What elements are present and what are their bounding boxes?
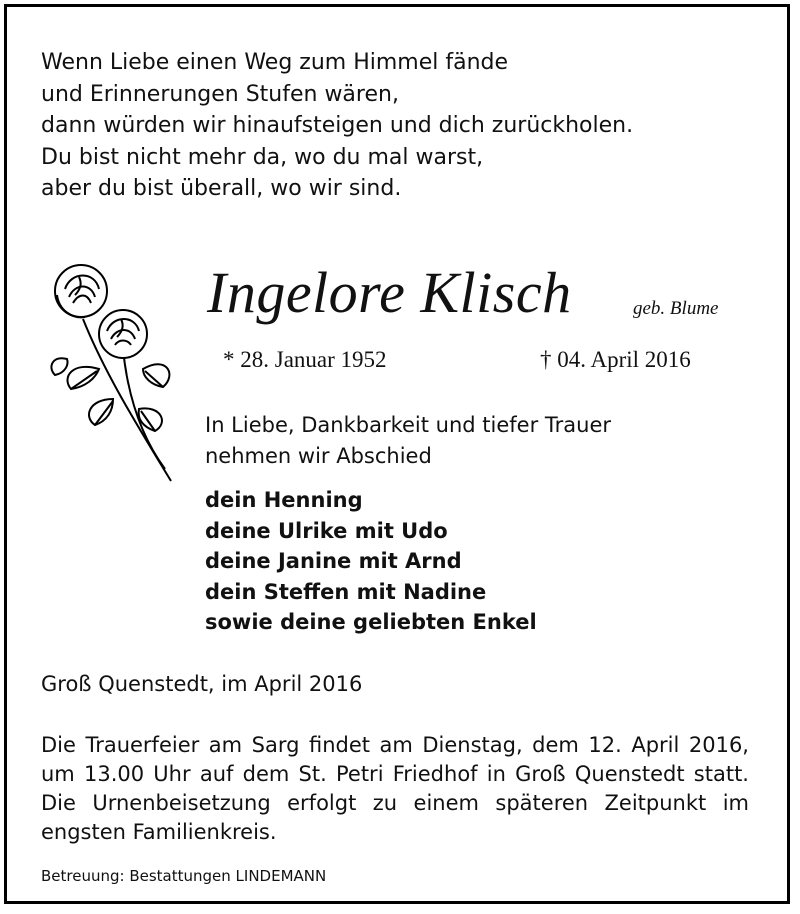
- family-member: dein Steffen mit Nadine: [205, 579, 487, 604]
- intro-line: In Liebe, Dankbarkeit und tiefer Trauer: [205, 413, 611, 437]
- intro-text: [205, 410, 611, 472]
- family-member: deine Ulrike mit Udo: [205, 518, 448, 543]
- deceased-name: Ingelore Klisch: [207, 260, 572, 325]
- family-member: deine Janine mit Arnd: [205, 549, 462, 573]
- place-date: Groß Quenstedt, im April 2016: [41, 672, 363, 696]
- poem-line: und Erinnerungen Stufen wären,: [41, 81, 399, 107]
- poem-line: Wenn Liebe einen Weg zum Himmel fände: [41, 50, 509, 75]
- service-text: Die Trauerfeier am Sarg findet am Dienstag, dem 12. April 2016, um 13.00 Uhr auf dem St. Petri Friedhof in Groß Quenstedt statt. Die Urnenbeisetzung erfolgt zu einem späteren Zeitpunkt im engsten Familienkreis.: [41, 733, 749, 844]
- poem-line: dann würden wir hinaufsteigen und dich zurückholen.: [41, 113, 634, 138]
- birth-date: * 28. Januar 1952: [223, 347, 387, 372]
- poem-line: aber du bist überall, wo wir sind.: [41, 176, 402, 201]
- family-list: [205, 485, 537, 638]
- funeral-home-credit: Betreuung: Bestattungen LINDEMANN: [41, 867, 327, 885]
- maiden-name: geb. Blume: [633, 298, 719, 319]
- death-date: † 04. April 2016: [540, 347, 691, 372]
- family-member: sowie deine geliebten Enkel: [205, 610, 537, 634]
- intro-line: nehmen wir Abschied: [205, 444, 432, 468]
- rose-icon: [43, 259, 183, 489]
- poem-line: Du bist nicht mehr da, wo du mal warst,: [41, 144, 484, 170]
- poem: [41, 47, 633, 205]
- obituary-frame: [4, 4, 790, 904]
- family-member: dein Henning: [205, 488, 363, 512]
